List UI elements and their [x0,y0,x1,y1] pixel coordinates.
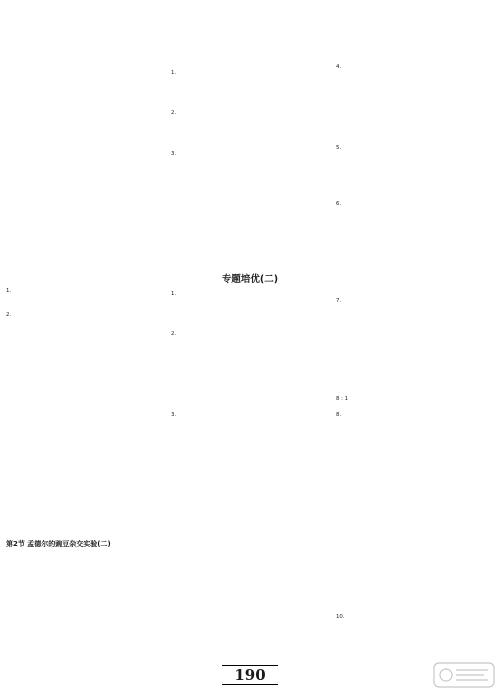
answer-line [171,166,329,174]
answer-line [6,66,164,74]
answer-line [336,249,494,257]
answer-line [6,514,164,522]
answer-line [171,549,329,557]
answer-line [171,606,329,614]
answer-line [6,82,164,90]
answer-line [171,379,329,387]
answer-line [6,139,164,147]
answer-line [336,492,494,500]
answer-line [171,420,329,428]
answer-line [6,295,164,303]
answer-line [6,41,164,49]
answer-line [171,509,329,517]
answer-line [6,344,164,352]
answer-line [6,211,164,219]
answer-line [171,263,329,271]
subsection-heading [6,551,164,559]
answer-line [336,500,494,508]
answer-line [6,320,164,328]
answer-line [336,330,494,338]
answer-line [336,241,494,249]
answer-line [336,14,494,22]
answer-line [336,127,494,135]
answer-line [336,370,494,378]
answer-line: 2. [171,331,177,338]
answer-line [336,386,494,394]
answer-line [336,467,494,475]
answer-line [336,354,494,362]
answer-line [171,49,329,57]
answer-line [171,174,329,182]
answer-line [336,233,494,241]
answer-line [6,570,164,578]
answer-line [6,114,164,122]
answer-line: 1. [6,288,12,295]
watermark-stamp-icon [432,660,496,690]
answer-line: 2. [6,312,12,319]
answer-line [336,87,494,95]
page-footer [0,665,500,684]
answer-line [171,93,329,101]
answer-line [336,443,494,451]
answer-line [336,459,494,467]
answer-line [171,395,329,403]
answer-line [336,548,494,556]
answer-line [171,206,329,214]
answer-line [171,355,329,363]
section-heading: 第2节 孟德尔的豌豆杂交实验(二) [6,540,111,549]
answer-column-right [336,6,494,662]
answer-line [6,578,164,586]
page-number: 190 [222,665,277,685]
answer-line [171,314,329,322]
answer-line [336,111,494,119]
answer-line [6,441,164,449]
answer-line [336,216,494,224]
answer-line [171,371,329,379]
subsection-heading [6,17,164,25]
answer-line [6,58,164,66]
answer-line [171,182,329,190]
answer-line [6,179,164,187]
answer-line [6,595,164,603]
answer-line: 8 : 1 [336,395,349,402]
answer-line [6,336,164,344]
answer-line [6,90,164,98]
answer-line [336,192,494,200]
answer-line [6,619,164,627]
answer-line [336,168,494,176]
answer-line [336,605,494,613]
answer-line [171,500,329,508]
answer-line [6,522,164,530]
answer-line [336,289,494,297]
answer-line [6,425,164,433]
answer-line [336,136,494,144]
answer-line [336,378,494,386]
answer-line [171,533,329,541]
answer-line [171,255,329,263]
answer-line [171,573,329,581]
answer-line [171,557,329,565]
answer-line [6,392,164,400]
answer-line [336,564,494,572]
answer-line [171,452,329,460]
answer-line [336,346,494,354]
answer-line [6,49,164,57]
answer-line [6,368,164,376]
answer-line [336,427,494,435]
answer-line [6,530,164,538]
answer-line [171,125,329,133]
answer-line [336,38,494,46]
answer-line [336,208,494,216]
answer-line [6,328,164,336]
answer-line [171,347,329,355]
answer-line [6,498,164,506]
answer-line [6,376,164,384]
answer-line [171,614,329,622]
answer-line [171,306,329,314]
answer-line [6,98,164,106]
answer-line [171,339,329,347]
answer-line [6,417,164,425]
answer-line [6,490,164,498]
answer-line [336,403,494,411]
answer-line [336,362,494,370]
subsection-heading [171,33,329,41]
answer-line [6,303,164,311]
answer-line [336,581,494,589]
answer-line: 2. [171,110,177,117]
answer-line [336,516,494,524]
answer-line [336,176,494,184]
answer-line: 6. [336,201,342,208]
answer-line [6,401,164,409]
answer-line [171,403,329,411]
answer-line [336,597,494,605]
answer-line: 10. [336,614,345,621]
answer-line [171,231,329,239]
answer-line [6,506,164,514]
answer-line [171,630,329,638]
answer-line [6,163,164,171]
answer-line [6,244,164,252]
answer-line: 3. [171,150,177,157]
answer-line [171,428,329,436]
answer-line [6,586,164,594]
answer-line [336,55,494,63]
answer-line [171,468,329,476]
answer-line [171,85,329,93]
answer-line [6,155,164,163]
answer-line [171,581,329,589]
answer-line [6,74,164,82]
answer-line [171,476,329,484]
answer-line [6,236,164,244]
answer-line: 5. [336,144,342,151]
answer-line [171,22,329,30]
answer-line [6,360,164,368]
answer-line [336,79,494,87]
answer-line [171,598,329,606]
answer-line [171,222,329,230]
answer-line [171,492,329,500]
answer-line [6,219,164,227]
answer-line [6,433,164,441]
answer-line [6,276,164,284]
answer-line [6,171,164,179]
answer-line [336,22,494,30]
section-title: 专题培优(二) [221,274,279,285]
answer-line [336,435,494,443]
answer-line [6,33,164,41]
answer-line [336,540,494,548]
answer-line [336,475,494,483]
answer-line [171,444,329,452]
answer-column-middle [171,6,329,662]
answer-column-left [6,6,164,662]
answer-line [336,589,494,597]
answer-line [6,130,164,138]
answer-line [6,252,164,260]
answer-line [171,58,329,66]
answer-line [6,122,164,130]
answer-line [336,273,494,281]
answer-line [171,158,329,166]
answer-line [6,457,164,465]
answer-line [336,71,494,79]
answer-line [171,517,329,525]
answer-line [171,622,329,630]
answer-line [336,46,494,54]
answer-line [336,532,494,540]
answer-line [336,305,494,313]
answer-line [6,6,164,14]
answer-line [6,187,164,195]
answer-line [171,77,329,85]
answer-line [336,119,494,127]
answer-line [171,638,329,646]
answer-line [6,25,164,33]
answer-line [171,525,329,533]
answer-line [336,103,494,111]
answer-line [6,268,164,276]
answer-line: 1. [171,291,177,297]
answer-line [171,322,329,330]
answer-line: 8. [336,411,342,418]
answer-line [6,562,164,570]
answer-line [171,133,329,141]
answer-line [6,195,164,203]
answer-line [171,436,329,444]
answer-line: 7. [336,298,342,305]
answer-line [336,160,494,168]
answer-line [171,6,329,14]
answer-line [336,573,494,581]
answer-line [171,387,329,395]
answer-line [171,363,329,371]
answer-line [336,484,494,492]
answer-line [171,190,329,198]
answer-line [336,419,494,427]
answer-line [6,260,164,268]
answer-line [336,524,494,532]
answer-line [336,265,494,273]
answer-line [6,203,164,211]
answer-line [171,460,329,468]
answer-line [6,409,164,417]
answer-line [336,225,494,233]
answer-line [171,247,329,255]
answer-line [336,314,494,322]
answer-line [6,384,164,392]
answer-line [6,352,164,360]
answer-line [171,117,329,125]
answer-line [336,508,494,516]
answer-line: 1. [171,69,177,76]
answer-line [171,198,329,206]
answer-line [336,451,494,459]
answer-line [171,541,329,549]
answer-line [336,152,494,160]
answer-line [336,6,494,14]
answer-line [171,298,329,306]
answer-line [336,30,494,38]
answer-line [171,239,329,247]
answer-line [171,589,329,597]
answer-line [171,214,329,222]
answer-line [336,322,494,330]
answer-line [171,484,329,492]
answer-line [336,95,494,103]
answer-line [6,228,164,236]
answer-line [6,473,164,481]
answer-line: 4. [336,63,342,70]
answer-line [336,556,494,564]
answer-line [6,465,164,473]
answer-line [171,142,329,150]
answer-line [171,565,329,573]
answer-line [336,257,494,265]
answer-line [6,106,164,114]
answer-line [171,41,329,49]
answer-line [336,281,494,289]
answer-line [336,184,494,192]
answer-line [171,14,329,22]
answer-line [6,603,164,611]
answer-line [6,481,164,489]
answer-line [336,629,494,637]
answer-line [171,101,329,109]
answer-line: 3. [171,412,177,419]
answer-line [336,338,494,346]
answer-line [336,621,494,629]
answer-line [6,147,164,155]
answer-line [6,449,164,457]
answer-line [6,611,164,619]
